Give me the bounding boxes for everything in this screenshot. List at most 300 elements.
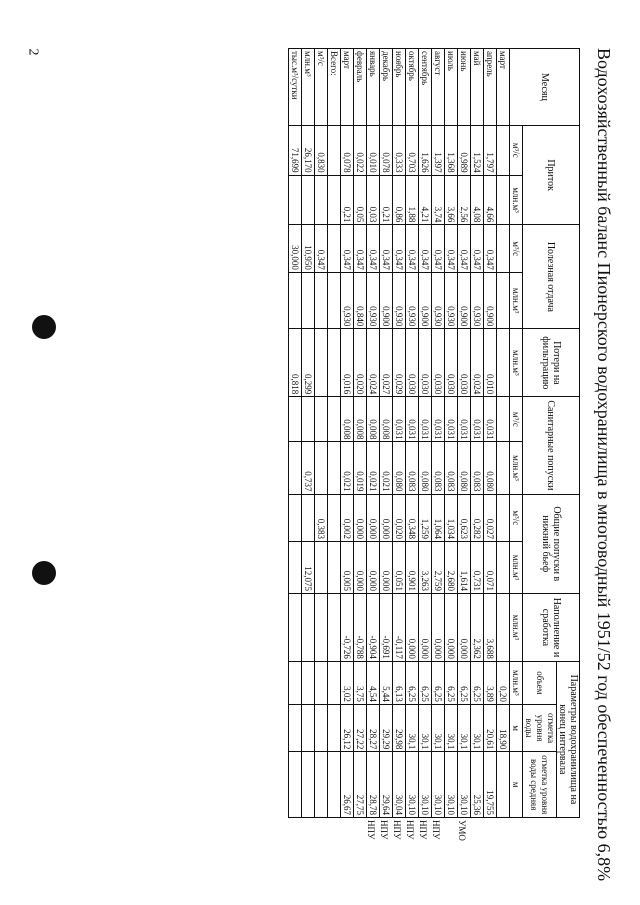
totals-value-cell xyxy=(289,175,302,225)
totals-value-cell: 0,818 xyxy=(289,329,302,397)
totals-value-cell xyxy=(315,175,328,225)
value-cell: 25,36 xyxy=(471,752,484,818)
table-row xyxy=(354,49,367,818)
value-cell: 29,98 xyxy=(393,704,406,751)
value-cell: 0,901 xyxy=(406,542,419,594)
value-cell: 0,005 xyxy=(341,542,354,594)
value-cell: 0,008 xyxy=(367,397,380,442)
value-cell: 0,930 xyxy=(445,272,458,329)
page-number: 2 xyxy=(25,48,41,56)
table-row xyxy=(484,49,497,818)
unit-cell: млн.м³ xyxy=(510,272,523,329)
value-cell: 0,010 xyxy=(367,125,380,175)
value-cell: 0,083 xyxy=(406,442,419,494)
value-cell: 2,362 xyxy=(471,594,484,662)
value-cell: 30,10 xyxy=(458,752,471,818)
totals-value-cell xyxy=(289,594,302,662)
totals-value-cell: 0,299 xyxy=(302,329,315,397)
value-cell: 0,930 xyxy=(367,272,380,329)
table-row xyxy=(432,49,445,818)
totals-value-cell xyxy=(289,272,302,329)
value-cell: 6,25 xyxy=(419,661,432,704)
value-cell: -0,691 xyxy=(380,594,393,662)
value-cell: 0,031 xyxy=(432,397,445,442)
value-cell: 6,25 xyxy=(432,661,445,704)
value-cell: 30,1 xyxy=(445,704,458,751)
value-cell: 0,000 xyxy=(354,494,367,541)
header-total-release: Общие попуски в нижний бьеф xyxy=(523,494,580,594)
value-cell: 0,078 xyxy=(341,125,354,175)
totals-value-cell: 0,737 xyxy=(302,442,315,494)
totals-value-cell xyxy=(315,442,328,494)
value-cell: 0,21 xyxy=(341,175,354,225)
table-row xyxy=(419,49,432,818)
value-cell: 0,347 xyxy=(380,225,393,272)
totals-value-cell xyxy=(315,752,328,818)
value-cell: 0,05 xyxy=(354,175,367,225)
month-cell: декабрь xyxy=(380,49,393,126)
empty-cell xyxy=(328,397,341,442)
empty-cell xyxy=(328,594,341,662)
value-cell: 0,347 xyxy=(419,225,432,272)
value-cell: 0,20 xyxy=(497,661,510,704)
empty-cell xyxy=(328,752,341,818)
totals-value-cell xyxy=(289,704,302,751)
value-cell: 0,000 xyxy=(380,494,393,541)
value-cell: 6,25 xyxy=(458,661,471,704)
value-cell: 0,000 xyxy=(445,594,458,662)
value-cell: 6,25 xyxy=(471,661,484,704)
value-cell: 1,626 xyxy=(419,125,432,175)
value-cell: 0,989 xyxy=(458,125,471,175)
totals-value-cell xyxy=(315,397,328,442)
totals-value-cell: 26,170 xyxy=(302,125,315,175)
month-cell: ноябрь xyxy=(393,49,406,126)
value-cell: 0,020 xyxy=(354,329,367,397)
value-cell: 0,000 xyxy=(406,594,419,662)
value-cell xyxy=(497,125,510,175)
table-row xyxy=(458,49,471,818)
value-cell: 27,75 xyxy=(354,752,367,818)
table-row xyxy=(471,49,484,818)
value-cell: 0,027 xyxy=(484,494,497,541)
value-cell: 29,64 xyxy=(380,752,393,818)
empty-cell xyxy=(328,225,341,272)
header-useful: Полезная отдача xyxy=(523,225,580,329)
value-cell xyxy=(497,752,510,818)
value-cell xyxy=(497,175,510,225)
value-cell: 0,031 xyxy=(471,397,484,442)
value-cell: 0,347 xyxy=(354,225,367,272)
totals-value-cell xyxy=(289,661,302,704)
empty-cell xyxy=(328,329,341,397)
totals-value-cell xyxy=(315,272,328,329)
value-cell: 0,030 xyxy=(406,329,419,397)
table-row xyxy=(341,49,354,818)
totals-value-cell xyxy=(315,594,328,662)
unit-cell: м xyxy=(510,752,523,818)
value-cell: 6,25 xyxy=(445,661,458,704)
month-cell: май xyxy=(471,49,484,126)
level-code: НПУ xyxy=(431,820,441,840)
unit-cell: млн.м³ xyxy=(510,175,523,225)
value-cell: 0,031 xyxy=(445,397,458,442)
value-cell: 1,064 xyxy=(432,494,445,541)
value-cell: 0,930 xyxy=(406,272,419,329)
value-cell: 30,10 xyxy=(432,752,445,818)
value-cell xyxy=(497,397,510,442)
month-cell: октябрь xyxy=(406,49,419,126)
value-cell: 0,021 xyxy=(380,442,393,494)
value-cell: 29,29 xyxy=(380,704,393,751)
value-cell: 3,02 xyxy=(341,661,354,704)
totals-unit-label: млн.м³ xyxy=(302,49,315,126)
level-code xyxy=(312,820,325,840)
value-cell: 30,1 xyxy=(432,704,445,751)
value-cell: -0,904 xyxy=(367,594,380,662)
level-code xyxy=(338,820,351,840)
unit-cell: м³/с xyxy=(510,125,523,175)
value-cell: 26,12 xyxy=(341,704,354,751)
empty-cell xyxy=(328,442,341,494)
value-cell: 0,083 xyxy=(432,442,445,494)
totals-value-cell: 0,383 xyxy=(315,494,328,541)
units-row xyxy=(510,49,523,818)
value-cell: 0,024 xyxy=(367,329,380,397)
level-code-column xyxy=(299,820,580,840)
value-cell: 1,259 xyxy=(419,494,432,541)
value-cell: 0,900 xyxy=(458,272,471,329)
value-cell: 0,930 xyxy=(432,272,445,329)
level-code xyxy=(351,820,364,840)
value-cell: 0,282 xyxy=(471,494,484,541)
table-row xyxy=(367,49,380,818)
value-cell: 0,024 xyxy=(471,329,484,397)
value-cell xyxy=(497,594,510,662)
value-cell: -0,788 xyxy=(354,594,367,662)
header-sanitary: Санитарные попуски xyxy=(523,397,580,494)
value-cell: 0,840 xyxy=(354,272,367,329)
value-cell: 0,000 xyxy=(367,494,380,541)
value-cell: 0,930 xyxy=(341,272,354,329)
value-cell: 0,029 xyxy=(393,329,406,397)
header-volume: объем xyxy=(523,661,557,704)
totals-value-cell xyxy=(302,397,315,442)
value-cell: 0,000 xyxy=(367,542,380,594)
header-reservoir: Параметры водохранилища на конец интервала xyxy=(557,661,580,817)
month-cell: июль xyxy=(445,49,458,126)
value-cell: 0,078 xyxy=(380,125,393,175)
value-cell: 30,1 xyxy=(419,704,432,751)
value-cell: 0,731 xyxy=(471,542,484,594)
header-inflow: Приток xyxy=(523,125,580,225)
value-cell: 6,25 xyxy=(406,661,419,704)
table-row xyxy=(497,49,510,818)
value-cell xyxy=(497,272,510,329)
totals-value-cell: 0,347 xyxy=(315,225,328,272)
header-row xyxy=(557,49,580,818)
level-code: НПУ xyxy=(379,820,389,840)
totals-value-cell xyxy=(302,752,315,818)
value-cell: 0,348 xyxy=(406,494,419,541)
value-cell: 0,008 xyxy=(354,397,367,442)
value-cell: 0,347 xyxy=(341,225,354,272)
totals-label-row xyxy=(328,49,341,818)
value-cell: 0,347 xyxy=(471,225,484,272)
value-cell: 0,347 xyxy=(445,225,458,272)
value-cell: 2,759 xyxy=(432,542,445,594)
month-cell: август xyxy=(432,49,445,126)
value-cell: 0,021 xyxy=(341,442,354,494)
totals-value-cell: 0,830 xyxy=(315,125,328,175)
value-cell: 0,930 xyxy=(471,272,484,329)
value-cell: 3,89 xyxy=(484,661,497,704)
value-cell: 30,04 xyxy=(393,752,406,818)
empty-cell xyxy=(328,661,341,704)
value-cell: 30,1 xyxy=(406,704,419,751)
value-cell: 0,000 xyxy=(354,542,367,594)
value-cell: 0,030 xyxy=(419,329,432,397)
unit-cell: млн.м³ xyxy=(510,542,523,594)
value-cell: 5,44 xyxy=(380,661,393,704)
unit-cell: м³/с xyxy=(510,494,523,541)
value-cell: 0,030 xyxy=(445,329,458,397)
value-cell: 0,008 xyxy=(380,397,393,442)
month-cell: апрель xyxy=(484,49,497,126)
value-cell: 0,021 xyxy=(367,442,380,494)
value-cell: 0,022 xyxy=(354,125,367,175)
empty-cell xyxy=(328,272,341,329)
value-cell: 0,347 xyxy=(432,225,445,272)
value-cell: 0,031 xyxy=(458,397,471,442)
value-cell: 2,56 xyxy=(458,175,471,225)
value-cell: 0,020 xyxy=(393,494,406,541)
value-cell: 19,755 xyxy=(484,752,497,818)
totals-value-cell xyxy=(289,442,302,494)
value-cell: 3,75 xyxy=(354,661,367,704)
value-cell: 0,016 xyxy=(341,329,354,397)
header-month: Месяц xyxy=(510,49,580,126)
level-code: НПУ xyxy=(366,820,376,840)
level-code xyxy=(442,820,455,840)
level-code xyxy=(325,820,338,840)
value-cell: 0,083 xyxy=(445,442,458,494)
punch-hole xyxy=(32,315,56,339)
value-cell: 3,66 xyxy=(445,175,458,225)
value-cell: -0,117 xyxy=(393,594,406,662)
value-cell: 0,03 xyxy=(367,175,380,225)
empty-cell xyxy=(328,125,341,175)
unit-cell: млн.м³ xyxy=(510,594,523,662)
code-column-spacer xyxy=(468,820,580,840)
month-cell: февраль xyxy=(354,49,367,126)
totals-unit-label: м³/с xyxy=(315,49,328,126)
value-cell: 0,347 xyxy=(367,225,380,272)
level-code xyxy=(299,820,312,840)
level-code: НПУ xyxy=(405,820,415,840)
empty-cell xyxy=(328,704,341,751)
value-cell: 0,000 xyxy=(458,594,471,662)
value-cell: 4,66 xyxy=(484,175,497,225)
table-row xyxy=(406,49,419,818)
totals-value-cell xyxy=(302,175,315,225)
value-cell: 1,524 xyxy=(471,125,484,175)
totals-value-cell xyxy=(289,494,302,541)
value-cell: 4,08 xyxy=(471,175,484,225)
value-cell: 0,010 xyxy=(484,329,497,397)
unit-cell: млн.м³ xyxy=(510,329,523,397)
totals-value-cell xyxy=(315,661,328,704)
value-cell: 0,347 xyxy=(393,225,406,272)
value-cell: 1,797 xyxy=(484,125,497,175)
totals-value-cell: 12,075 xyxy=(302,542,315,594)
value-cell: 0,000 xyxy=(432,594,445,662)
document-title: Водохозяйственный баланс Пионерского водохранилища в многоводный 1951/52 год обеспеченностью 6,8% xyxy=(594,48,614,882)
value-cell: 0,031 xyxy=(406,397,419,442)
totals-value-cell xyxy=(289,542,302,594)
value-cell: 20,61 xyxy=(484,704,497,751)
value-cell: 0,002 xyxy=(341,494,354,541)
balance-table-wrapper xyxy=(288,48,580,818)
totals-row xyxy=(302,49,315,818)
unit-cell: млн.м³ xyxy=(510,661,523,704)
totals-row xyxy=(315,49,328,818)
value-cell: 0,031 xyxy=(484,397,497,442)
header-avg-level: отметка уровня воды средняя xyxy=(523,752,557,818)
month-cell: март xyxy=(341,49,354,126)
value-cell: 18,90 xyxy=(497,704,510,751)
value-cell: 3,74 xyxy=(432,175,445,225)
value-cell: 26,67 xyxy=(341,752,354,818)
value-cell: 0,080 xyxy=(484,442,497,494)
value-cell: 30,1 xyxy=(471,704,484,751)
value-cell: 0,900 xyxy=(380,272,393,329)
month-cell: июнь xyxy=(458,49,471,126)
totals-value-cell xyxy=(315,329,328,397)
value-cell: 1,397 xyxy=(432,125,445,175)
totals-label: Всего: xyxy=(328,49,341,126)
totals-value-cell: 10,950 xyxy=(302,225,315,272)
value-cell: 0,031 xyxy=(393,397,406,442)
header-level: отметка уровня воды xyxy=(523,704,557,751)
totals-body xyxy=(289,49,341,818)
totals-value-cell xyxy=(302,494,315,541)
value-cell: -0,726 xyxy=(341,594,354,662)
header-fill: Наполнение и сработка xyxy=(523,594,580,662)
month-cell: март xyxy=(497,49,510,126)
value-cell: 0,030 xyxy=(432,329,445,397)
table-row xyxy=(380,49,393,818)
value-cell: 30,10 xyxy=(419,752,432,818)
unit-cell: м³/с xyxy=(510,225,523,272)
value-cell: 0,080 xyxy=(458,442,471,494)
punch-hole xyxy=(32,561,56,585)
totals-value-cell xyxy=(302,661,315,704)
totals-value-cell: 71,699 xyxy=(289,125,302,175)
value-cell: 3,263 xyxy=(419,542,432,594)
value-cell: 0,333 xyxy=(393,125,406,175)
month-cell: сентябрь xyxy=(419,49,432,126)
value-cell: 0,031 xyxy=(419,397,432,442)
value-cell: 30,1 xyxy=(458,704,471,751)
value-cell: 0,083 xyxy=(471,442,484,494)
unit-cell: м xyxy=(510,704,523,751)
value-cell xyxy=(497,542,510,594)
unit-cell: млн.м³ xyxy=(510,442,523,494)
value-cell: 4,54 xyxy=(367,661,380,704)
value-cell xyxy=(497,329,510,397)
value-cell: 1,614 xyxy=(458,542,471,594)
totals-row xyxy=(289,49,302,818)
water-balance-table xyxy=(288,48,580,818)
value-cell xyxy=(497,494,510,541)
table-row xyxy=(393,49,406,818)
empty-cell xyxy=(328,175,341,225)
empty-cell xyxy=(328,494,341,541)
value-cell: 0,703 xyxy=(406,125,419,175)
value-cell: 28,78 xyxy=(367,752,380,818)
value-cell: 0,000 xyxy=(380,542,393,594)
value-cell: 1,368 xyxy=(445,125,458,175)
value-cell: 2,680 xyxy=(445,542,458,594)
table-body xyxy=(341,49,510,818)
value-cell: 4,21 xyxy=(419,175,432,225)
value-cell: 1,034 xyxy=(445,494,458,541)
value-cell: 30,10 xyxy=(406,752,419,818)
value-cell: 0,027 xyxy=(380,329,393,397)
value-cell xyxy=(497,442,510,494)
empty-cell xyxy=(328,542,341,594)
value-cell: 0,019 xyxy=(354,442,367,494)
value-cell: 0,21 xyxy=(380,175,393,225)
value-cell: 0,030 xyxy=(458,329,471,397)
totals-value-cell xyxy=(315,704,328,751)
value-cell: 0,86 xyxy=(393,175,406,225)
totals-value-cell xyxy=(302,272,315,329)
value-cell: 0,900 xyxy=(419,272,432,329)
level-code: НПУ xyxy=(418,820,428,840)
level-code: НПУ xyxy=(392,820,402,840)
value-cell: 0,347 xyxy=(458,225,471,272)
totals-value-cell xyxy=(315,542,328,594)
value-cell xyxy=(497,225,510,272)
value-cell: 0,347 xyxy=(406,225,419,272)
value-cell: 0,623 xyxy=(458,494,471,541)
totals-value-cell xyxy=(302,704,315,751)
value-cell: 27,22 xyxy=(354,704,367,751)
value-cell: 0,051 xyxy=(393,542,406,594)
header-filtration: Потери на фильтрацию xyxy=(523,329,580,397)
value-cell: 0,930 xyxy=(393,272,406,329)
value-cell: 0,080 xyxy=(419,442,432,494)
totals-unit-label: тыс.м³/сутки xyxy=(289,49,302,126)
totals-value-cell xyxy=(302,594,315,662)
totals-value-cell xyxy=(289,397,302,442)
value-cell: 3,688 xyxy=(484,594,497,662)
value-cell: 6,13 xyxy=(393,661,406,704)
totals-value-cell: 30,000 xyxy=(289,225,302,272)
value-cell: 28,27 xyxy=(367,704,380,751)
value-cell: 30,10 xyxy=(445,752,458,818)
value-cell: 0,000 xyxy=(419,594,432,662)
table-row xyxy=(445,49,458,818)
value-cell: 1,88 xyxy=(406,175,419,225)
value-cell: 0,900 xyxy=(484,272,497,329)
value-cell: 0,071 xyxy=(484,542,497,594)
level-code: УМО xyxy=(457,820,467,841)
unit-cell: м³/с xyxy=(510,397,523,442)
month-cell: январь xyxy=(367,49,380,126)
